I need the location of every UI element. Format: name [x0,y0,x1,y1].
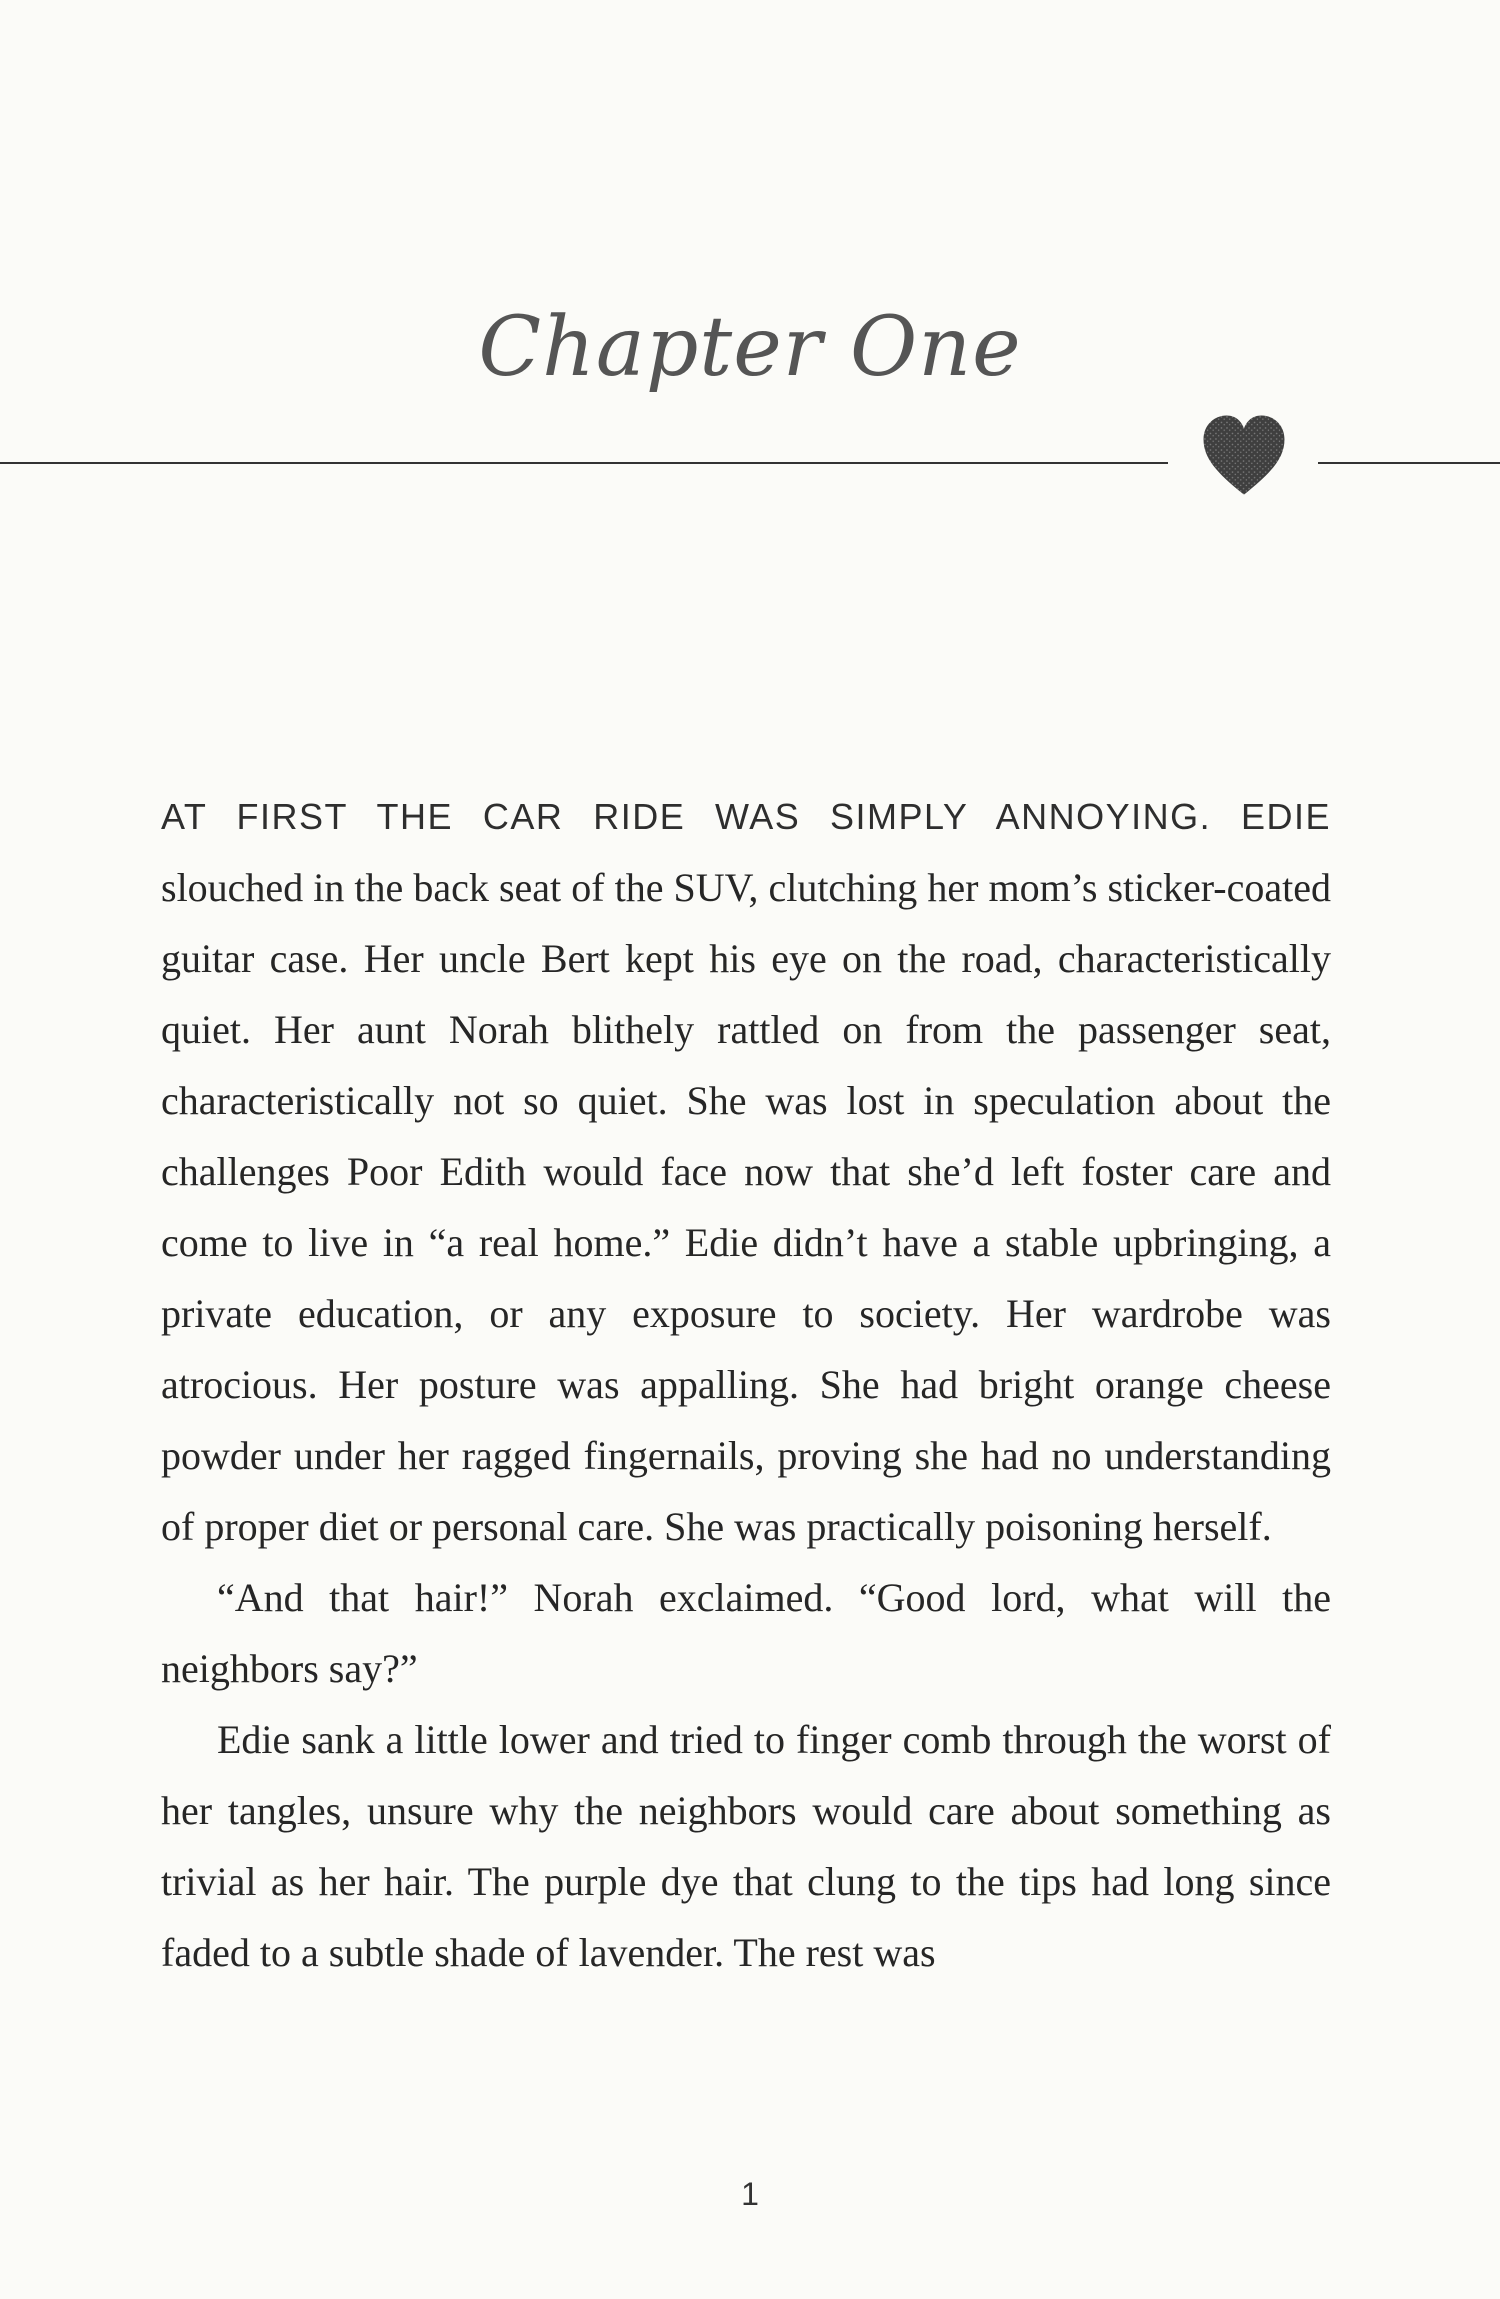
paragraph-hair: Edie sank a little lower and tried to finger comb through the worst of her tangles, unsure why the neighbors would care about something as trivial as her hair. The purple dye that clung to the tips had long since faded to a subtle shade of lavender. The rest was [161,1717,1331,1975]
chapter-title: Chapter One [478,300,1022,395]
paragraph-dialogue: “And that hair!” Norah exclaimed. “Good lord, what will the neighbors say?” [161,1575,1331,1691]
chapter-rule-right [1318,462,1500,464]
opening-paragraph [161,780,1331,1562]
page-number: 1 [741,2176,759,2212]
heart-icon [1198,410,1290,502]
chapter-rule-left [0,462,1168,464]
opening-small-caps: AT FIRST THE CAR RIDE WAS SIMPLY ANNOYING. EDIE [161,796,1331,837]
chapter-body [161,780,1331,1988]
opening-paragraph-text: slouched in the back seat of the SUV, clutching her mom’s sticker-coated guitar case. Her uncle Bert kept his eye on the road, characteristically quiet. Her aunt Norah blithely rattled on from the passenger seat, characteristically not so quiet. She was lost in speculation about the challenges Poor Edith would face now that she’d left foster care and come to live in “a real home.” Edie didn’t have a stable upbringing, a private education, or any exposure to society. Her wardrobe was atrocious. Her posture was appalling. She had bright orange cheese powder under her ragged fingernails, proving she had no understanding of proper diet or personal care. She was practically poisoning herself. [161,865,1331,1549]
